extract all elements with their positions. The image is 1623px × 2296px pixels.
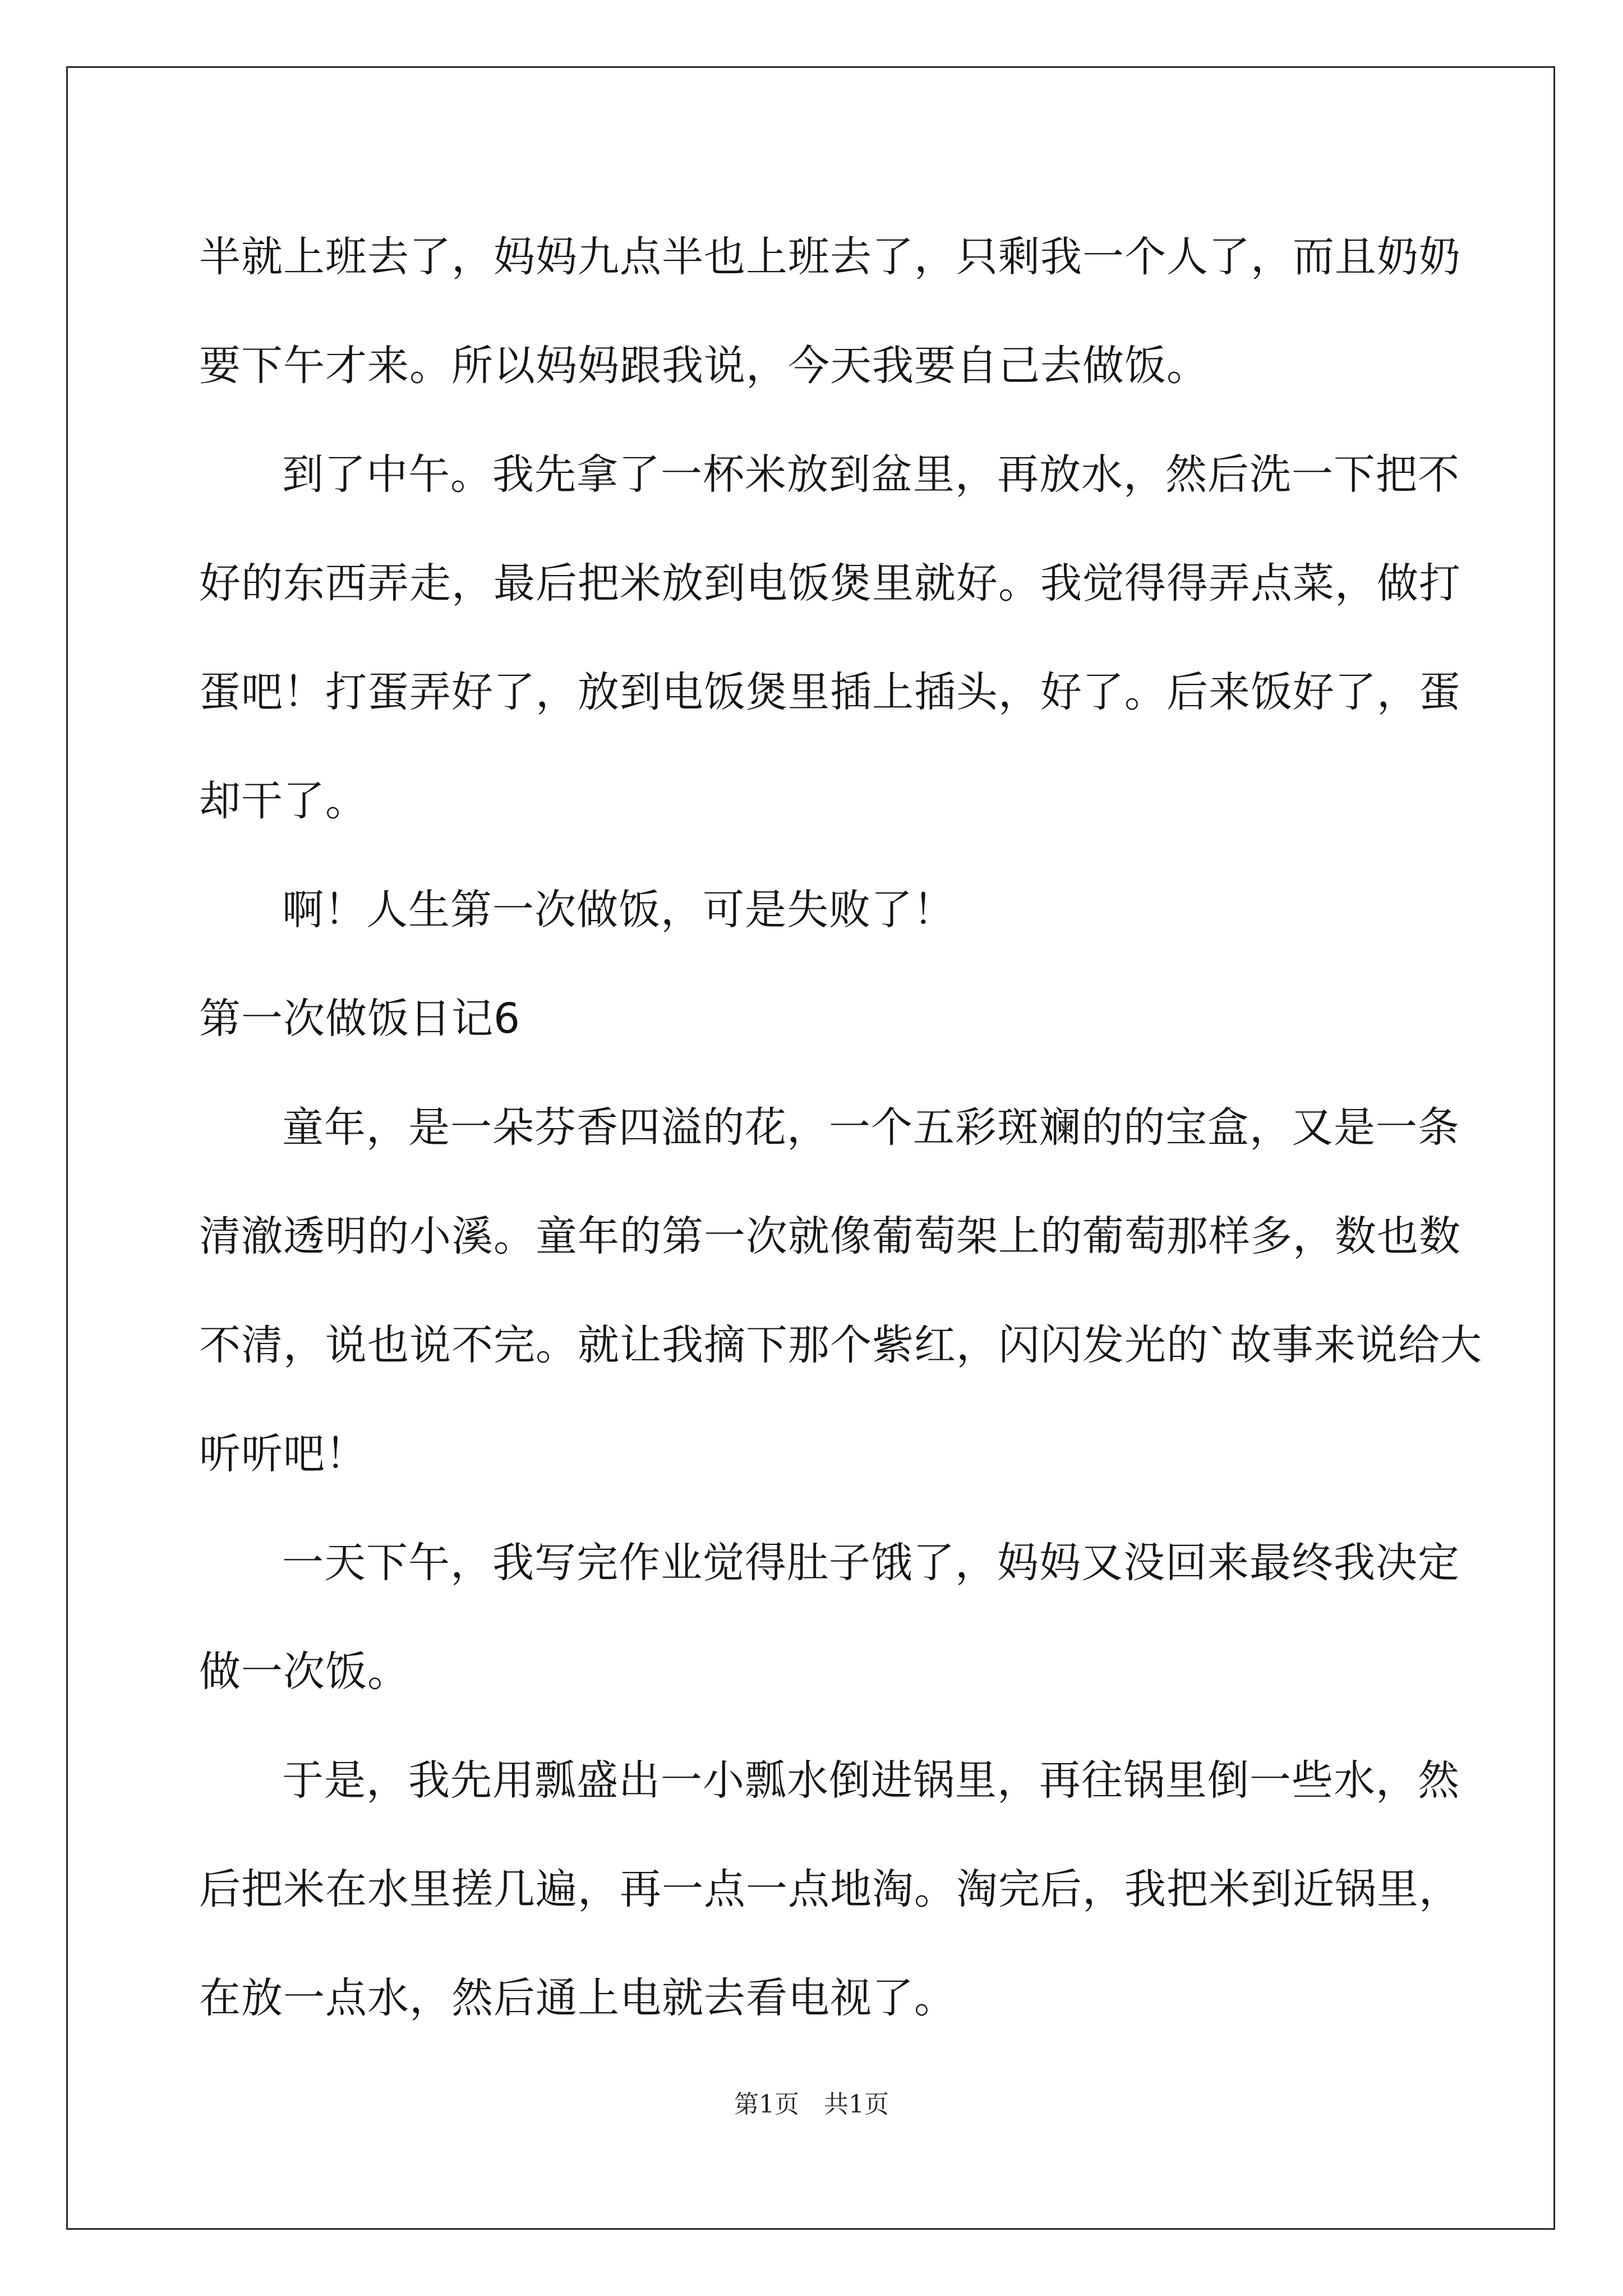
text-line: 听听吧！ bbox=[199, 1430, 367, 1478]
text-line: 童年，是一朵芬香四溢的花，一个五彩斑斓的的宝盒，又是一条 bbox=[282, 1103, 1460, 1152]
text-line: 不清，说也说不完。就让我摘下那个紫红，闪闪发光的`故事来说给大 bbox=[199, 1321, 1482, 1369]
text-line: 在放一点水，然后通上电就去看电视了。 bbox=[199, 1974, 956, 2022]
text-line: 一天下午，我写完作业觉得肚子饿了，妈妈又没回来最终我决定 bbox=[282, 1539, 1460, 1587]
text-line: 到了中午。我先拿了一杯米放到盆里，再放水，然后洗一下把不 bbox=[282, 450, 1460, 499]
text-line: 啊！人生第一次做饭，可是失败了！ bbox=[282, 886, 955, 934]
text-line: 清澈透明的小溪。童年的第一次就像葡萄架上的葡萄那样多，数也数 bbox=[199, 1212, 1461, 1260]
section-heading: 第一次做饭日记6 bbox=[199, 995, 521, 1043]
document-body bbox=[199, 212, 1482, 2062]
text-line: 要下午才来。所以妈妈跟我说，今天我要自己去做饭。 bbox=[199, 342, 1209, 390]
text-line: 做一次饭。 bbox=[199, 1648, 409, 1696]
text-line: 半就上班去了，妈妈九点半也上班去了，只剩我一个人了，而且奶奶 bbox=[199, 233, 1461, 281]
text-line: 却干了。 bbox=[199, 777, 367, 825]
text-line: 于是，我先用瓢盛出一小瓢水倒进锅里，再往锅里倒一些水，然 bbox=[282, 1756, 1460, 1805]
text-line: 好的东西弄走，最后把米放到电饭煲里就好。我觉得得弄点菜，做打 bbox=[199, 559, 1461, 608]
text-line: 后把米在水里搓几遍，再一点一点地淘。淘完后，我把米到近锅里， bbox=[199, 1865, 1461, 1913]
page-number-footer: 第1页 共1页 bbox=[734, 2090, 889, 2119]
text-line: 蛋吧！打蛋弄好了，放到电饭煲里插上插头，好了。后来饭好了，蛋 bbox=[199, 668, 1461, 716]
